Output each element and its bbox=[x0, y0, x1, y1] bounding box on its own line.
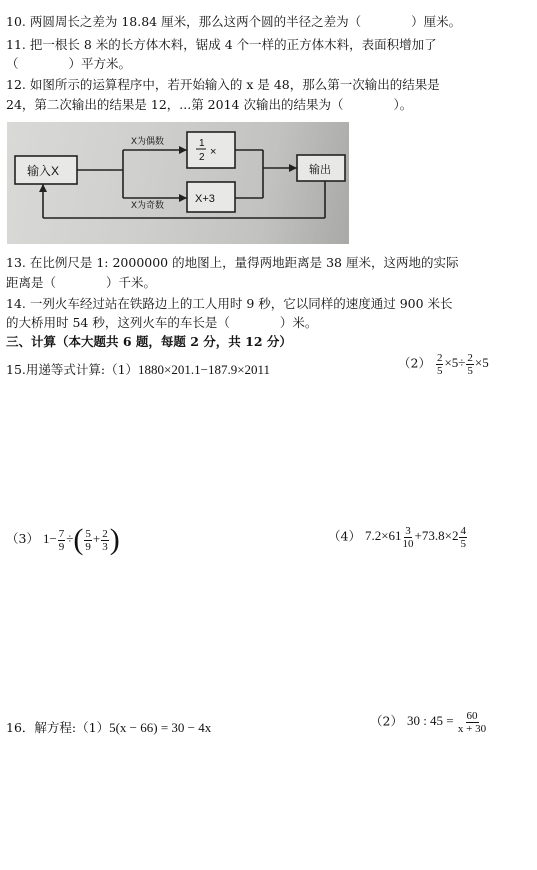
question-13-line-2: 距离是（ ）千米。 bbox=[6, 275, 157, 290]
question-10: 10. 两圆周长之差为 18.84 厘米，那么这两个圆的半径之差为（ ）厘米。 bbox=[6, 14, 462, 29]
question-11-line-1: 11. 把一根长 8 米的长方体木料，锯成 4 个一样的正方体木料，表面积增加了 bbox=[6, 37, 437, 52]
flowchart-photo bbox=[7, 122, 349, 244]
odd-branch-label: X为奇数 bbox=[131, 200, 165, 210]
half-denominator: 2 bbox=[199, 152, 205, 163]
question-16-part-1: 16．解方程:（1）5(x − 66) = 30 − 4x bbox=[6, 720, 212, 735]
question-15-part-2: （2） $\frac{2}{5}$ ×5÷ $\frac{2}{5}$ ×5 bbox=[398, 352, 489, 377]
question-15-part-1: 15.用递等式计算:（1）1880×201.1−187.9×2011 bbox=[6, 362, 271, 377]
section-3-heading: 三、计算（本大题共 6 题，每题 2 分，共 12 分） bbox=[6, 334, 292, 349]
even-branch-label: X为偶数 bbox=[131, 136, 165, 146]
q15-expression-3: 1− $\frac{7}{9}$ ÷( $\frac{5}{9}$ + $\frac{2}{3}$ ) bbox=[42, 523, 120, 556]
q16-equation-2: 30 : 45 = $\frac{60}{x + 30}$ bbox=[406, 710, 487, 735]
question-15-part-4: （4） 7.2×61 $\frac{3}{10}$ +73.8×2 $\frac{4}{5}$ bbox=[328, 525, 466, 550]
half-numerator: 1 bbox=[199, 138, 205, 149]
question-11-line-2: （ ）平方米。 bbox=[6, 56, 132, 71]
question-12-line-2: 24，第二次输出的结果是 12，...第 2014 次输出的结果为（ ）。 bbox=[6, 97, 413, 112]
half-times-x: × bbox=[210, 146, 217, 158]
output-box-label: 输出 bbox=[309, 164, 331, 176]
question-14-line-1: 14. 一列火车经过站在铁路边上的工人用时 9 秒，它以同样的速度通过 900 米长 bbox=[6, 296, 453, 311]
plus-three-label: X+3 bbox=[195, 193, 215, 205]
input-box-label: 输入X bbox=[27, 164, 60, 178]
q15-expression-4: 7.2×61 $\frac{3}{10}$ +73.8×2 $\frac{4}{5}$ bbox=[364, 525, 466, 550]
question-16-part-2: （2） 30 : 45 = $\frac{60}{x + 30}$ bbox=[370, 710, 487, 735]
q16-equation-1: 5(x − 66) = 30 − 4x bbox=[109, 720, 212, 735]
question-14-line-2: 的大桥用时 54 秒，这列火车的车长是（ ）米。 bbox=[6, 315, 318, 330]
q15-expression-2: $\frac{2}{5}$ ×5÷ $\frac{2}{5}$ ×5 bbox=[436, 352, 489, 377]
question-12-line-1: 12. 如图所示的运算程序中，若开始输入的 x 是 48，那么第一次输出的结果是 bbox=[6, 77, 440, 92]
question-13-line-1: 13. 在比例尺是 1: 2000000 的地图上，量得两地距离是 38 厘米，这两地的实际 bbox=[6, 255, 459, 270]
q15-expression-1: 1880×201.1−187.9×2011 bbox=[138, 362, 271, 377]
question-15-part-3: （3） 1− $\frac{7}{9}$ ÷( $\frac{5}{9}$ + $\frac{2}{3}$ ) bbox=[6, 523, 120, 556]
